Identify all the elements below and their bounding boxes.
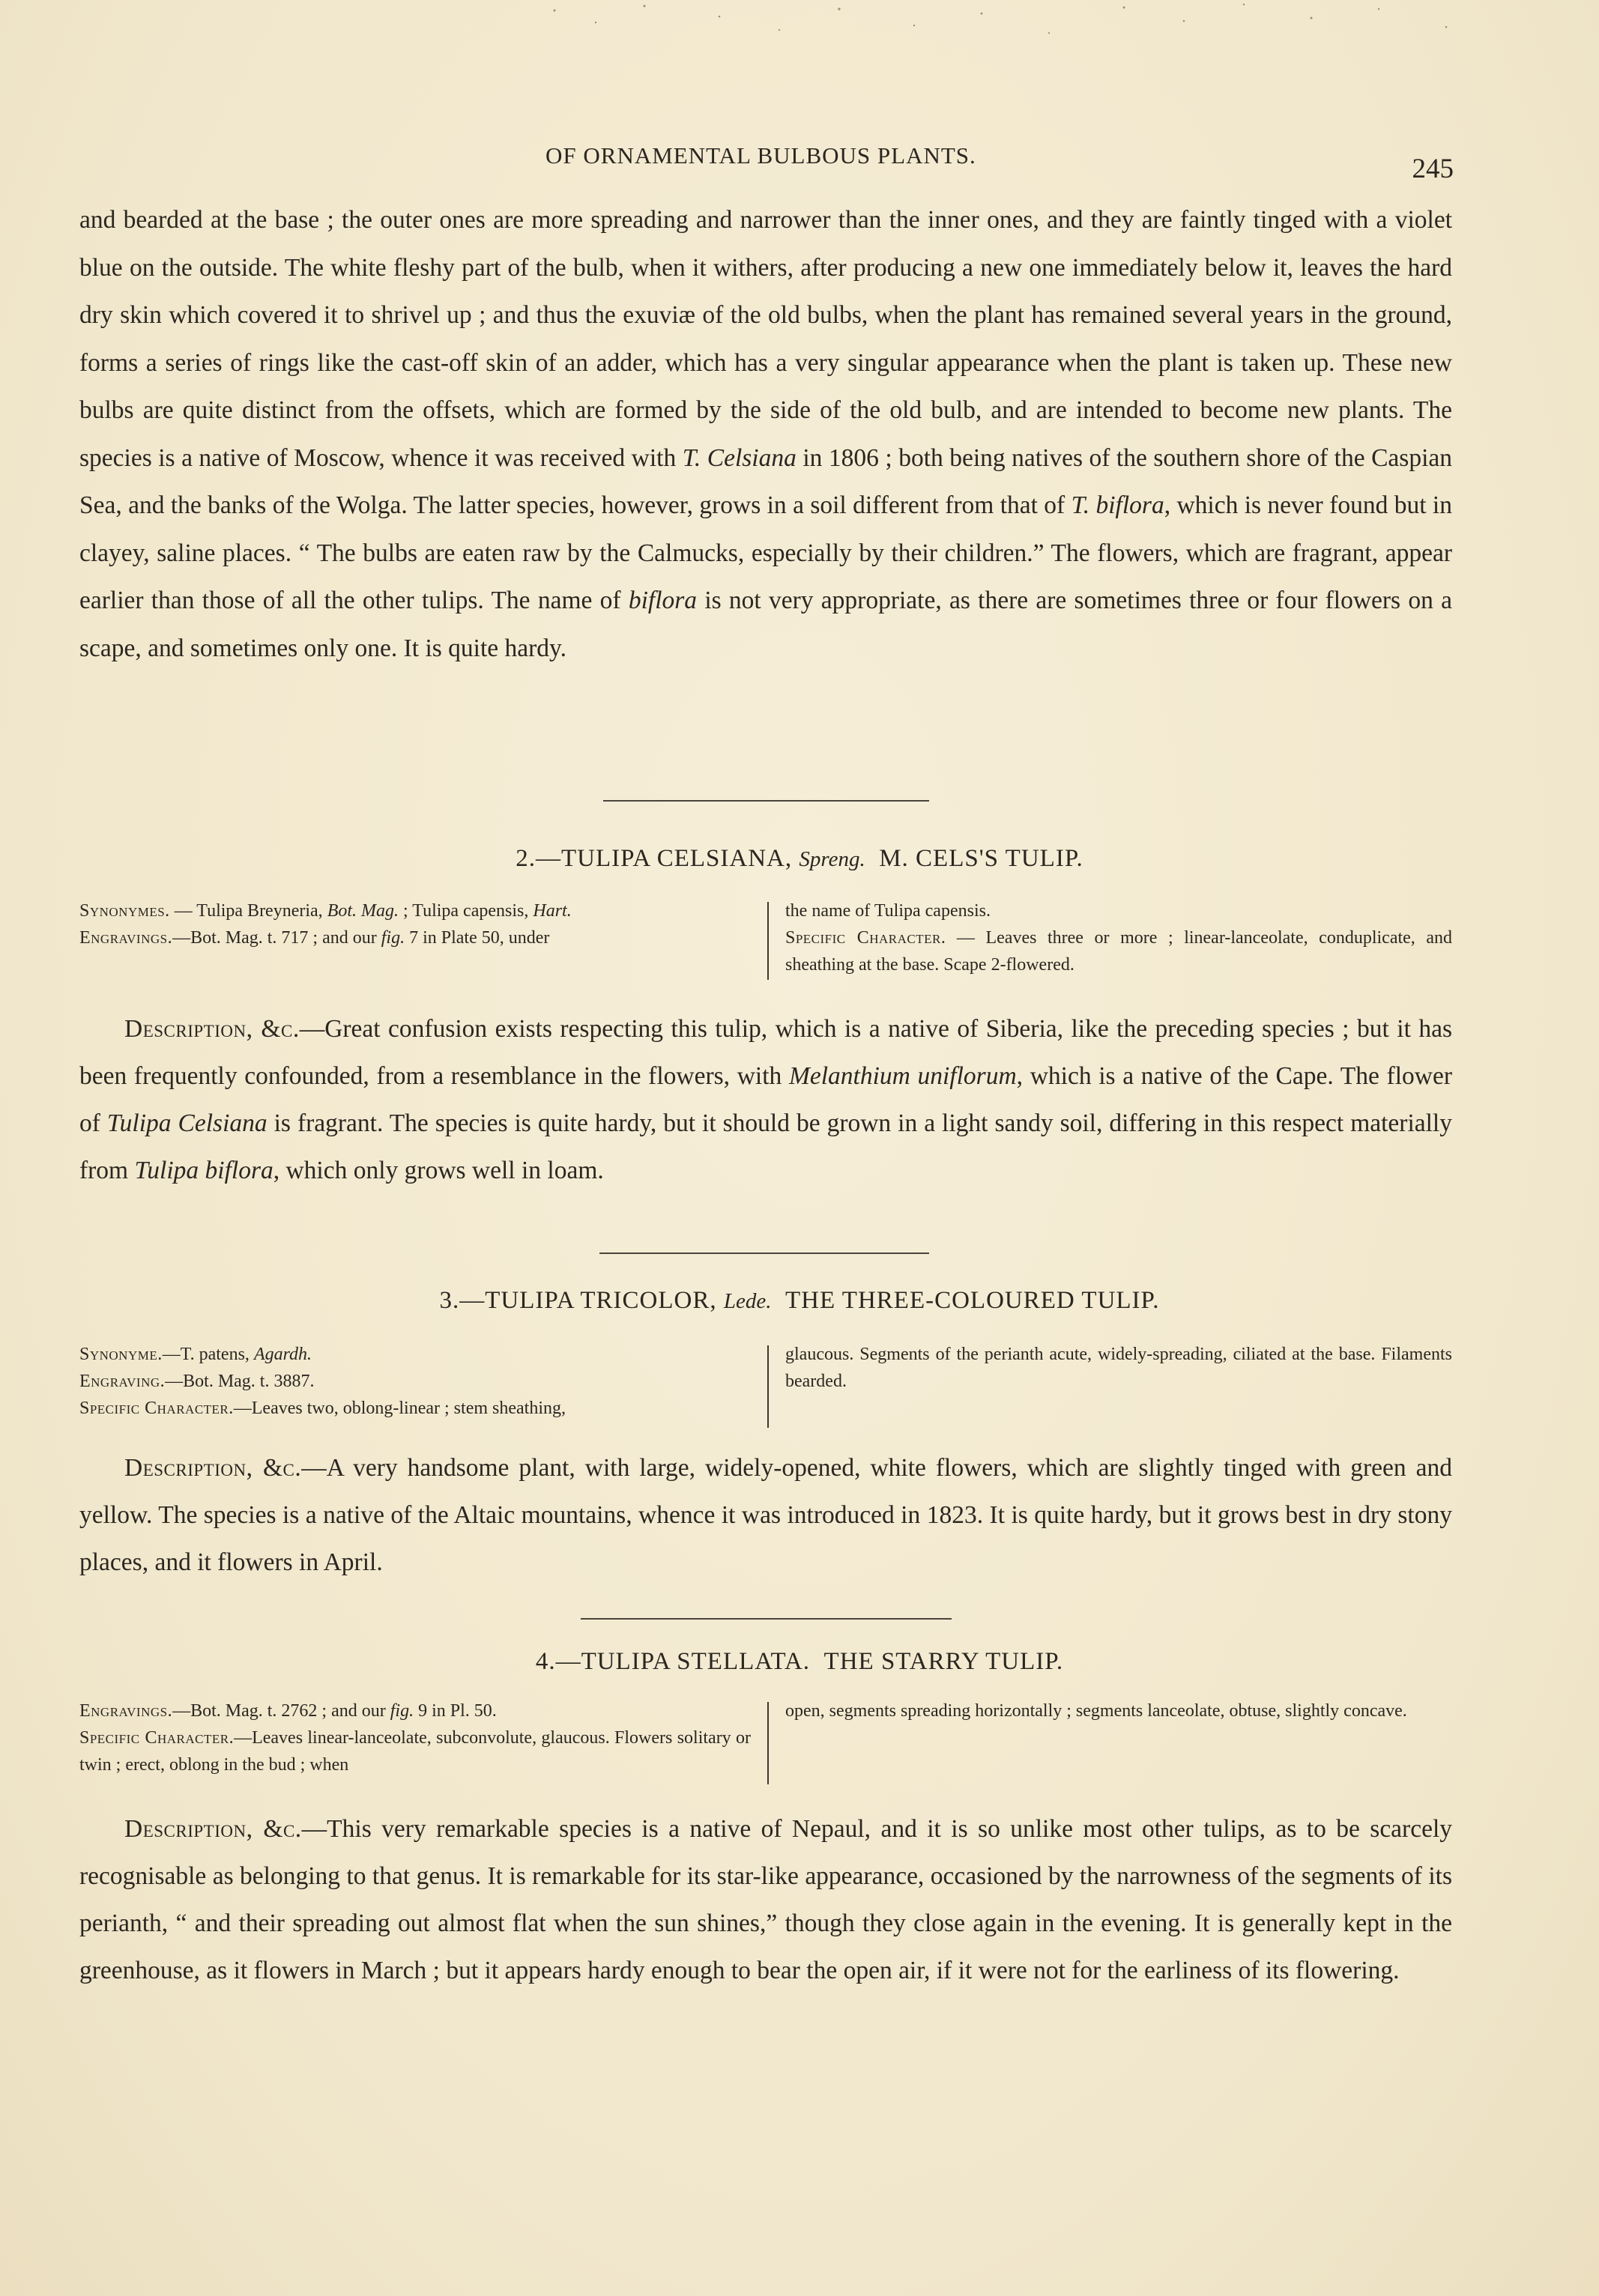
section-divider: [603, 800, 929, 802]
text-run: —Bot. Mag. t. 717 ; and our: [172, 928, 381, 948]
text-run: —A very handsome plant, with large, widely-opened, white flowers, which are slightly tinged with green and yellow. The species is a native of the Altaic mountains, whence it was introduced in 1823. It is quite hardy, but it grows best in dry stony places, and it flowers in April.: [79, 1454, 1452, 1576]
text-run: and bearded at the base ; the outer ones are more spreading and narrower than the inner ones, and they are faintly tinged with a violet blue on the outside. The white fleshy part of the bulb, when it withers, after producing a new one immediately below it, leaves the hard dry skin which covered it to shrivel up ; and thus the exuviæ of the old bulbs, when the plant has remained several years in the ground, forms a series of rings like the cast-off skin of an adder, which has a very singular appearance when the plant is taken up. These new bulbs are quite distinct from the offsets, which are formed by the side of the old bulb, and are intended to become new plants. The species is a native of Moscow, whence it was received with: [79, 206, 1452, 472]
specific-character-label: Specific Character.: [79, 1728, 235, 1748]
continued-paragraph: [79, 196, 1452, 672]
running-title: OF ORNAMENTAL BULBOUS PLANTS.: [545, 142, 976, 169]
text-run: — Leaves three or more ; linear-lanceolate, conduplicate, and sheathing at the base. Scape 2-flowered.: [785, 928, 1453, 975]
column-divider: [767, 1345, 769, 1428]
text-run: 9 in Pl. 50.: [414, 1701, 497, 1721]
synonyme-label: Synonyme.: [79, 1345, 163, 1364]
synopsis-left-column: [79, 1341, 751, 1422]
text-run: is not very appropriate, as there are sometimes three or four flowers on a scape, and sometimes only one. It is quite hardy.: [79, 587, 1452, 662]
text-run: —Bot. Mag. t. 2762 ; and our: [172, 1701, 390, 1721]
section-heading-tulipa-celsiana: [0, 845, 1599, 873]
description-lead: Description, &c.: [124, 1454, 302, 1482]
text-run: —Bot. Mag. t. 3887.: [165, 1372, 315, 1391]
text-run: —T. patens,: [162, 1345, 254, 1364]
description-stellata: [79, 1805, 1452, 1994]
text-run: 7 in Plate 50, under: [405, 928, 550, 948]
synopsis-left-column: [79, 1697, 751, 1778]
column-divider: [767, 902, 769, 980]
text-run: open, segments spreading horizontally ; segments lanceolate, obtuse, slightly concave.: [785, 1701, 1407, 1721]
synonymes-label: Synonymes.: [79, 901, 170, 921]
text-run: — Tulipa Breyneria,: [169, 901, 327, 921]
section-heading-tulipa-tricolor: [0, 1287, 1599, 1315]
text-run: glaucous. Segments of the perianth acute, widely-spreading, ciliated at the base. Filaments bearded.: [785, 1345, 1452, 1391]
text-run: is fragrant. The species is quite hardy, but it should be grown in a light sandy soil, differing in this respect materially from: [79, 1109, 1452, 1184]
text-run: in 1806 ; both being natives of the southern shore of the Caspian Sea, and the banks of the Wolga. The latter species, however, grows in a soil different from that of: [79, 443, 1453, 519]
section-number-title: 4.—TULIPA STELLATA.: [535, 1648, 811, 1675]
text-run: , which only grows well in loam.: [273, 1157, 604, 1184]
column-divider: [767, 1702, 769, 1784]
italic-run: Tulipa biflora: [134, 1157, 273, 1184]
description-tricolor: [79, 1444, 1452, 1586]
italic-run: T. biflora: [1071, 491, 1164, 519]
italic-run: fig.: [390, 1701, 414, 1721]
section-number-title: 2.—TULIPA CELSIANA,: [516, 845, 793, 872]
text-run: ; Tulipa capensis,: [399, 901, 533, 921]
description-celsiana: [79, 1005, 1452, 1194]
description-lead: Description, &c.: [124, 1815, 302, 1843]
italic-run: Agardh.: [253, 1345, 312, 1364]
description-lead: Description, &c.: [124, 1015, 300, 1043]
section-divider: [599, 1252, 929, 1254]
synopsis-right-column: [785, 897, 1452, 978]
italic-run: biflora: [628, 587, 698, 614]
italic-run: Bot. Mag.: [327, 901, 399, 921]
text-run: —Great confusion exists respecting this tulip, which is a native of Siberia, like the preceding species ; but it has been frequently confounded, from a resemblance in the flowers, with: [79, 1015, 1452, 1090]
section-common-name: M. CELS'S TULIP.: [879, 845, 1083, 872]
italic-run: Tulipa Celsiana: [106, 1109, 267, 1137]
page-header: [82, 142, 1454, 187]
specific-character-label: Specific Character.: [785, 928, 946, 948]
section-common-name: THE THREE-COLOURED TULIP.: [785, 1287, 1160, 1314]
synopsis-block-tricolor: [79, 1341, 1452, 1431]
synopsis-left-column: [79, 897, 751, 951]
section-authority: Spreng.: [799, 847, 865, 871]
section-number-title: 3.—TULIPA TRICOLOR,: [439, 1287, 717, 1314]
page-number: 245: [1412, 154, 1454, 184]
section-heading-tulipa-stellata: [0, 1648, 1599, 1676]
italic-run: fig.: [381, 928, 405, 948]
synopsis-block-stellata: [79, 1697, 1452, 1787]
text-run: —Leaves linear-lanceolate, subconvolute, glaucous. Flowers solitary or twin ; erect, oblong in the bud ; when: [79, 1728, 751, 1775]
synopsis-right-column: [785, 1341, 1452, 1395]
italic-run: Hart.: [533, 901, 572, 921]
text-run: —Leaves two, oblong-linear ; stem sheathing,: [233, 1399, 566, 1418]
text-run: , which is never found but in clayey, saline places. “ The bulbs are eaten raw by the Calmucks, especially by their children.” The flowers, which are fragrant, appear earlier than those of all the other tulips. The name of: [79, 491, 1452, 614]
specific-character-label: Specific Character.: [79, 1399, 234, 1418]
text-run: , which is a native of the Cape. The flower of: [79, 1062, 1452, 1137]
text-run: —This very remarkable species is a native of Nepaul, and it is so unlike most other tulips, as to be scarcely recognisable as belonging to that genus. It is remarkable for its star-like appearance, occasioned by the narrowness of the segments of its perianth, “ and their spreading out almost flat when the sun shines,” though they close again in the evening. It is generally kept in the greenhouse, as it flowers in March ; but it appears hardy enough to bear the open air, if it were not for the earliness of its flowering.: [79, 1815, 1453, 1984]
engravings-label: Engravings.: [79, 928, 173, 948]
section-authority: Lede.: [723, 1289, 772, 1313]
synopsis-right-column: [785, 1697, 1452, 1724]
engravings-label: Engravings.: [79, 1701, 173, 1721]
text-run: the name of Tulipa capensis.: [785, 901, 991, 921]
synopsis-block-celsiana: [79, 897, 1452, 980]
page-specks-decoration: [525, 0, 1499, 60]
italic-run: T. Celsiana: [682, 443, 797, 472]
engraving-label: Engraving.: [79, 1372, 166, 1391]
section-divider: [581, 1618, 952, 1620]
italic-run: Melanthium uniflorum: [788, 1062, 1017, 1090]
section-common-name: THE STARRY TULIP.: [823, 1648, 1064, 1675]
